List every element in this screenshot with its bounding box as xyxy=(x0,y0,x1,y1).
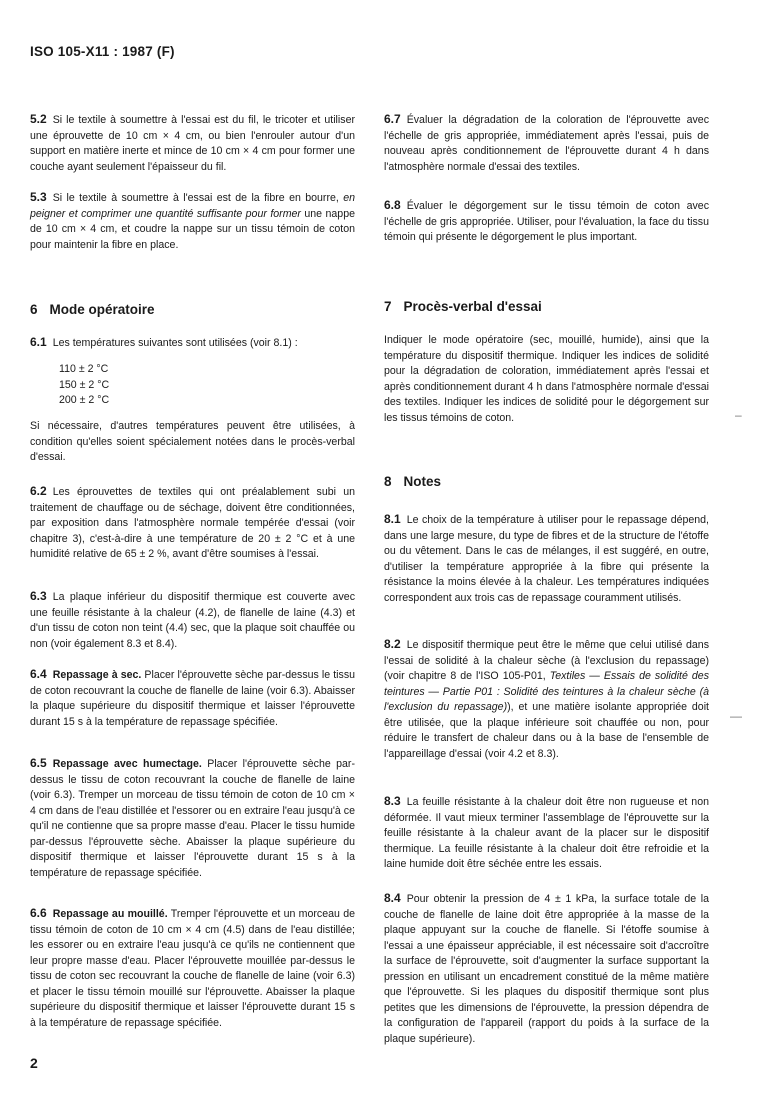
clause-text: Évaluer la dégradation de la coloration de l'éprouvette avec l'échelle de gris appropriée, immédiatement après l'essai, puis de nouveau après conditionnement de l'éprouvette durant 4 h dans l'atmosphère normale d'essai des textiles. xyxy=(384,114,709,173)
clause-6-6 xyxy=(30,906,355,1031)
clause-lead: Repassage à sec. xyxy=(52,669,142,681)
clause-number: 6.4 xyxy=(30,667,47,681)
clause-6-5 xyxy=(30,756,355,881)
clause-8-2 xyxy=(384,637,709,762)
clause-number: 6.8 xyxy=(384,198,401,212)
temperature-item: 110 ± 2 °C xyxy=(59,363,109,375)
clause-5-2 xyxy=(30,112,355,175)
clause-text-italic: en peigner et comprimer une quantité suffisante pour former xyxy=(30,192,355,220)
clause-text: Évaluer le dégorgement sur le tissu témoin de coton avec l'échelle de gris appropriée. Utiliser, pour l'évaluation, la face du tissu témoin qui présente le dégorgement le plus important. xyxy=(384,200,709,243)
clause-text: Les éprouvettes de textiles qui ont préalablement subi un traitement de chauffage ou de séchage, doivent être conditionnées, par exposition dans l'atmosphère normale tempérée d'essai (voir chapitre 3), c'est-à-dire à une température de 20 ± 2 °C et à une humidité relative de 65 ± 2 %, avant d'être soumises à l'essai. xyxy=(30,486,355,560)
clause-text: Placer l'éprouvette sèche par-dessus le tissu de coton recouvrant la couche de flanelle de laine (voir 6.3). Tremper un morceau de tissu témoin de coton de 10 cm × 4 cm dans de l'eau distillée et l'essorer ou en extraire l'eau jusqu'à ce qu'il ne contienne que sa propre masse d'eau. Placer le tissu humide par-dessus l'éprouvette sèche. Abaisser la plaque supérieure du dispositif thermique et laisser l'éprouvette durant 15 s à la température de repassage spécifiée. xyxy=(30,758,355,879)
temperature-item: 150 ± 2 °C xyxy=(59,378,110,391)
clause-6-2 xyxy=(30,484,355,563)
clause-6-7 xyxy=(384,112,709,175)
clause-6-1-note xyxy=(30,419,355,466)
clause-7 xyxy=(384,333,709,426)
section-number: 6 xyxy=(30,302,38,317)
temperature-item: 200 ± 2 °C xyxy=(59,394,110,406)
section-title: Procès-verbal d'essai xyxy=(403,299,542,314)
temperature-list xyxy=(59,362,384,409)
clause-number: 6.2 xyxy=(30,484,47,498)
clause-number: 6.5 xyxy=(30,756,47,770)
section-number: 7 xyxy=(384,299,392,314)
clause-6-1 xyxy=(30,335,355,352)
clause-6-4 xyxy=(30,667,355,730)
clause-6-8 xyxy=(384,198,709,246)
clause-text: Si nécessaire, d'autres températures peuvent être utilisées, à condition qu'elles soient spécialement notées dans le procès-verbal d'essai. xyxy=(30,420,355,463)
clause-number: 8.1 xyxy=(384,512,401,526)
clause-lead: Repassage au mouillé. xyxy=(52,908,168,920)
clause-number: 5.3 xyxy=(30,190,47,204)
clause-text: une nappe de 10 cm × 4 cm, et coudre la nappe sur un tissu témoin de coton pour maintenir la fibre en place. xyxy=(30,207,355,251)
clause-number: 8.2 xyxy=(384,637,401,651)
section-6-heading xyxy=(30,302,155,317)
clause-text: Pour obtenir la pression de 4 ± 1 kPa, la surface totale de la couche de flanelle de laine doit être appropriée à la masse de la plaque appuyant sur la couche de flanelle. Si l'étoffe soumise à l'essai a une épaisseur appréciable, il est nécessaire soit d'accroître la surface de l'éprouvette, soit d'augmenter la surface supportant la pression en utilisant un encadrement constitué de la même matière que l'éprouvette. Si les plaques du dispositif thermique sont plus petites que les dimensions de l'éprouvette, la pression dépendra de la configuration de l'appareil (rapport du poids à la surface de la plaque supérieure). xyxy=(384,893,709,1045)
margin-mark: – xyxy=(735,408,742,422)
clause-number: 6.7 xyxy=(384,112,401,126)
clause-text: Le choix de la température à utiliser pour le repassage dépend, dans une large mesure, du type de fibres et de la structure de l'étoffe ou du vêtement. Dans le cas de mélanges, il est suggéré, en outre, d'utiliser la température appropriée à la fibre qui présente la résistance la moins élevée à la chaleur. Les températures indiquées correspondent aux trois cas de repassage couramment utilisés. xyxy=(384,514,709,604)
clause-text-italic: Textiles — Essais de solidité des teintures — Partie P01 : Solidité des teintures à la chaleur sèche (à l'exclusion du repassage) xyxy=(384,670,709,713)
section-title: Mode opératoire xyxy=(49,302,155,317)
clause-text: Les températures suivantes sont utilisées (voir 8.1) : xyxy=(52,337,298,349)
clause-number: 6.3 xyxy=(30,589,47,603)
clause-text: La plaque inférieur du dispositif thermique est couverte avec une feuille résistante à la chaleur (4.2), de flanelle de laine (4.3) et d'un tissu de coton non teint (4.4) sec, que la plaque soit chauffée ou non (voir également 8.3 et 8.4). xyxy=(30,591,355,650)
clause-8-4 xyxy=(384,891,709,1047)
clause-number: 6.6 xyxy=(30,906,47,920)
clause-text: La feuille résistante à la chaleur doit être non rugueuse et non déformée. Il vaut mieux terminer l'assemblage de l'éprouvette sur la feuille résistante à la chaleur avant de la placer sur le dispositif thermique. La feuille résistante à la chaleur doit être refroidie et la laine humide doit être séchée entre les essais. xyxy=(384,796,709,870)
section-title: Notes xyxy=(403,474,442,489)
clause-text: ), et une matière isolante appropriée doit être utilisée, que la plaque inférieure soit chauffée ou non, pour réduire le transfert de chaleur dans ou à la base de l'ensemble de l'appareillage d'essai (voir 4.2 et 8.3). xyxy=(384,701,709,760)
clause-text: Placer l'éprouvette sèche par-dessus le tissu de coton recouvrant la couche de flanelle de laine (voir 6.3). Abaisser la plaque supérieure du dispositif thermique et laisser l'éprouvette durant 15 s à la température de repassage spécifiée. xyxy=(30,669,356,728)
margin-mark: — xyxy=(730,709,742,723)
clause-text: Tremper l'éprouvette et un morceau de tissu témoin de coton de 10 cm × 4 cm (4.5) dans de l'eau distillée; les essorer ou en extraire l'eau jusqu'à ce qu'ils ne contiennent que leur propre masse d'eau. Placer l'éprouvette mouillée par-dessus le tissu de coton sec recouvrant la couche de flanelle de laine (voir 6.3) et placer le tissu témoin mouillé sur l'éprouvette. Abaisser la plaque supérieure du dispositif thermique et laisser l'éprouvette durant 15 s à la température de repassage spécifiée. xyxy=(30,908,355,1029)
clause-8-1 xyxy=(384,512,709,606)
clause-number: 8.4 xyxy=(384,891,401,905)
clause-number: 8.3 xyxy=(384,794,401,808)
section-8-heading xyxy=(384,474,441,489)
page-number: 2 xyxy=(30,1055,38,1071)
clause-lead: Repassage avec humectage. xyxy=(52,758,202,770)
clause-6-3 xyxy=(30,589,355,652)
section-number: 8 xyxy=(384,474,392,489)
clause-text: Si le textile à soumettre à l'essai est de la fibre en bourre, xyxy=(52,192,344,204)
clause-text: Si le textile à soumettre à l'essai est du fil, le tricoter et utiliser une éprouvette de 10 cm × 4 cm, ou bien l'enrouler autour d'un support en matière inerte et mince de 10 cm × 4 cm pour former une couche ayant seulement l'épaisseur du fil. xyxy=(30,114,355,173)
section-7-heading xyxy=(384,299,542,314)
clause-8-3 xyxy=(384,794,709,873)
clause-text: Indiquer le mode opératoire (sec, mouillé, humide), ainsi que la température du dispositif thermique. Indiquer les indices de solidité pour la dégradation de coloration, immédiatement après l'essai et après conditionnement durant 4 h dans l'atmosphère normale d'essai des textiles. Indiquer les indices de solidité pour le dégorgement sur les tissus témoins de coton. xyxy=(384,334,709,424)
document-header: ISO 105-X11 : 1987 (F) xyxy=(30,44,175,59)
clause-number: 6.1 xyxy=(30,335,47,349)
clause-5-3 xyxy=(30,190,355,253)
clause-number: 5.2 xyxy=(30,112,47,126)
clause-text: Le dispositif thermique peut être le même que celui utilisé dans l'essai de solidité à la chaleur sèche (à l'exclusion du repassage) (voir chapitre 8 de l'ISO 105-P01, xyxy=(384,639,709,682)
